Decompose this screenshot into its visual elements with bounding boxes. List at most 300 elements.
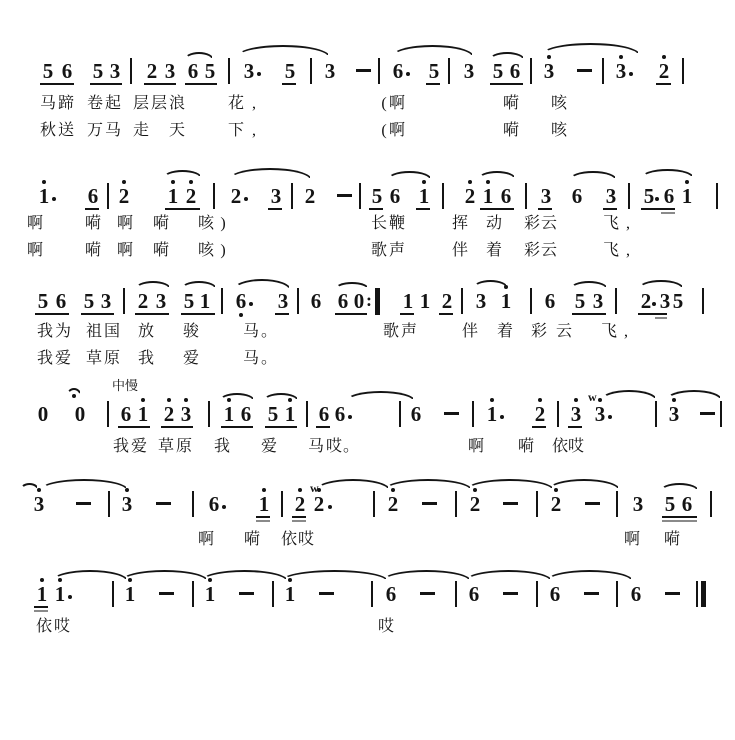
- bar-line: [461, 288, 463, 314]
- bar-line: [448, 58, 450, 84]
- lyric-char: 。: [260, 323, 277, 340]
- slur-tie-arc: [121, 570, 208, 581]
- dash-note: [700, 412, 715, 415]
- note-token: 6: [55, 289, 67, 313]
- note-token: 6: [187, 59, 199, 83]
- lyric-char: 蹄: [57, 95, 74, 112]
- slur-tie-arc: [201, 570, 288, 581]
- lyric-char: 着: [496, 323, 513, 340]
- lyric-char: 层: [150, 95, 167, 112]
- lyric-char: 放: [137, 323, 154, 340]
- dash-note: [665, 592, 680, 595]
- slur-tie-arc: [281, 570, 388, 581]
- slur-tie-arc: [346, 391, 415, 401]
- note-token: 3: [615, 59, 627, 83]
- slur-tie-arc: [382, 570, 471, 581]
- lyric-char: 飞: [600, 323, 617, 340]
- note-token: 0: [74, 402, 86, 426]
- note-token: 0: [353, 289, 365, 313]
- note-token: 2: [137, 289, 149, 313]
- lyric-char: 啊: [116, 215, 133, 232]
- note-token: 2: [464, 184, 476, 208]
- note-token: 6: [681, 492, 693, 516]
- bar-line: [371, 581, 373, 607]
- note-token: 2: [118, 184, 130, 208]
- bar-line: [306, 401, 308, 427]
- lyric-char: 嗬: [663, 531, 680, 548]
- note-token: 3: [243, 59, 255, 83]
- beam-underline: [34, 606, 48, 608]
- bar-line: [616, 581, 618, 607]
- note-token: 1: [36, 582, 48, 606]
- lyric-char: 马: [104, 122, 121, 139]
- beam-underline: [400, 313, 414, 315]
- note-token: 6: [334, 402, 346, 426]
- slur-tie-arc: [387, 171, 432, 180]
- lyric-char: 国: [103, 323, 120, 340]
- bar-line: [602, 58, 604, 84]
- note-token: 1: [199, 289, 211, 313]
- slur-tie-arc: [20, 483, 39, 490]
- lyric-char: 草: [157, 438, 174, 455]
- beam-underline: [532, 426, 546, 428]
- note-token: 2: [185, 184, 197, 208]
- bar-line: [530, 288, 532, 314]
- lyric-char: 花: [227, 95, 244, 112]
- high-octave-dot: [422, 180, 426, 184]
- lyric-char: 天: [168, 122, 185, 139]
- lyric-char: ): [220, 215, 226, 232]
- note-token: 5: [37, 289, 49, 313]
- high-octave-dot: [184, 398, 188, 402]
- lyric-char: ,: [626, 215, 630, 232]
- beam-underline: [90, 83, 122, 85]
- lyric-char: 下: [227, 122, 244, 139]
- note-token: 5: [371, 184, 383, 208]
- bar-line: [378, 58, 380, 84]
- mordent-icon: w: [588, 390, 597, 404]
- lyric-char: 着: [485, 242, 502, 259]
- augmentation-dot: [244, 197, 248, 201]
- bar-line: [108, 491, 110, 517]
- beam-underline: [181, 313, 215, 315]
- lyric-char: 啊: [26, 215, 43, 232]
- slur-tie-arc: [638, 280, 684, 289]
- note-token: 6: [468, 582, 480, 606]
- bar-line: [525, 183, 527, 209]
- lyric-char: 咳: [550, 95, 567, 112]
- lyric-char: 卷: [86, 95, 103, 112]
- lyric-char: 祖: [85, 323, 102, 340]
- lyric-char: 秋: [39, 122, 56, 139]
- note-token: 6: [500, 184, 512, 208]
- lyric-char: 送: [57, 122, 74, 139]
- note-token: 1: [167, 184, 179, 208]
- high-octave-dot: [189, 180, 193, 184]
- lyric-char: 哎: [567, 438, 584, 455]
- lyric-char: ,: [252, 95, 256, 112]
- dash-note: [503, 502, 518, 505]
- beam-underline-second: [256, 520, 270, 522]
- note-token: 1: [284, 582, 296, 606]
- note-token: 3: [155, 289, 167, 313]
- bar-line: [530, 58, 532, 84]
- slur-tie-arc: [40, 479, 128, 490]
- lyric-char: 伴: [451, 242, 468, 259]
- note-token: 6: [389, 184, 401, 208]
- bar-line: [228, 58, 230, 84]
- beam-underline-second: [655, 317, 667, 319]
- beam-underline: [81, 313, 114, 315]
- lyric-char: ,: [624, 323, 628, 340]
- beam-underline: [538, 208, 552, 210]
- augmentation-dot: [500, 415, 504, 419]
- note-token: 3: [180, 402, 192, 426]
- beam-underline: [144, 83, 176, 85]
- beam-underline-second: [662, 520, 697, 522]
- note-token: 6: [663, 184, 675, 208]
- slur-tie-arc: [219, 393, 255, 401]
- note-token: 5: [643, 184, 655, 208]
- bar-line: [107, 401, 109, 427]
- lyric-char: 万: [86, 122, 103, 139]
- slur-tie-arc: [236, 45, 330, 57]
- dash-note: [356, 69, 371, 72]
- note-token: :: [366, 290, 372, 310]
- note-token: 6: [310, 289, 322, 313]
- lyric-char: 啊: [26, 242, 43, 259]
- lyric-char: 云: [555, 323, 572, 340]
- dash-note: [319, 592, 334, 595]
- lyric-char: ): [220, 242, 226, 259]
- slur-tie-arc: [473, 280, 508, 288]
- bar-line: [130, 58, 132, 84]
- beam-underline: [439, 313, 453, 315]
- beam-underline: [656, 83, 671, 85]
- slur-tie-arc: [569, 171, 617, 180]
- bar-line: [702, 288, 704, 314]
- bar-line: [112, 581, 114, 607]
- slur-tie-arc: [465, 570, 552, 581]
- lyric-char: 走: [132, 122, 149, 139]
- lyric-char: 我: [36, 350, 53, 367]
- note-token: 6: [392, 59, 404, 83]
- augmentation-dot: [68, 595, 72, 599]
- note-token: 2: [441, 289, 453, 313]
- augmentation-dot: [406, 72, 410, 76]
- augmentation-dot: [257, 72, 261, 76]
- bar-line: [359, 183, 361, 209]
- augmentation-dot: [652, 302, 656, 306]
- note-token: 6: [385, 582, 397, 606]
- note-token: 3: [463, 59, 475, 83]
- slur-tie-arc: [263, 393, 299, 401]
- lyric-char: 飞: [602, 215, 619, 232]
- lyric-char: 彩: [530, 323, 547, 340]
- note-token: 2: [534, 402, 546, 426]
- lyric-char: 马: [242, 323, 259, 340]
- high-octave-dot: [490, 398, 494, 402]
- augmentation-dot: [222, 505, 226, 509]
- note-token: 3: [270, 184, 282, 208]
- bar-line: [399, 401, 401, 427]
- beam-underline: [35, 313, 69, 315]
- lyric-char: 爱: [130, 438, 147, 455]
- note-token: 1: [204, 582, 216, 606]
- note-token: 5: [284, 59, 296, 83]
- note-token: 3: [592, 289, 604, 313]
- augmentation-dot: [608, 415, 612, 419]
- note-token: 3: [121, 492, 133, 516]
- beam-underline: [655, 313, 667, 315]
- high-octave-dot: [538, 398, 542, 402]
- beam-underline: [603, 208, 617, 210]
- lyric-char: 嗬: [502, 95, 519, 112]
- high-octave-dot: [468, 180, 472, 184]
- note-token: 1: [482, 184, 494, 208]
- note-token: 3: [277, 289, 289, 313]
- lyric-char: 。: [260, 350, 277, 367]
- note-token: 2: [304, 184, 316, 208]
- note-token: 3: [543, 59, 555, 83]
- lyric-char: 啊: [623, 531, 640, 548]
- note-token: 2: [294, 492, 306, 516]
- note-token: 5: [574, 289, 586, 313]
- beam-underline: [161, 426, 193, 428]
- lyric-char: 为: [54, 323, 71, 340]
- lyric-char: 歌: [382, 323, 399, 340]
- lyric-char: 彩: [523, 242, 540, 259]
- fermata-icon: [72, 394, 76, 398]
- dash-note: [337, 194, 352, 197]
- beam-underline: [165, 208, 200, 210]
- bar-line: [455, 581, 457, 607]
- note-token: 1: [124, 582, 136, 606]
- lyric-char: 我: [137, 350, 154, 367]
- beam-underline: [221, 426, 253, 428]
- note-token: 3: [33, 492, 45, 516]
- beam-underline: [292, 516, 306, 518]
- note-token: 0: [37, 402, 49, 426]
- high-octave-dot: [171, 180, 175, 184]
- bar-line: [281, 491, 283, 517]
- slur-tie-arc: [391, 45, 474, 57]
- note-token: 5: [428, 59, 440, 83]
- bar-line: [710, 491, 712, 517]
- note-token: 5: [672, 289, 684, 313]
- slur-tie-arc: [641, 169, 694, 178]
- final-bar-line: [696, 581, 698, 607]
- note-token: 3: [605, 184, 617, 208]
- bar-line: [213, 183, 215, 209]
- note-token: 6: [240, 402, 252, 426]
- lyric-char: 哎: [325, 438, 342, 455]
- bar-line: [272, 581, 274, 607]
- high-octave-dot: [141, 398, 145, 402]
- note-token: 3: [594, 402, 606, 426]
- high-octave-dot: [122, 180, 126, 184]
- lyric-char: 嗬: [243, 531, 260, 548]
- dash-note: [156, 502, 171, 505]
- note-token: 5: [83, 289, 95, 313]
- slur-tie-arc: [666, 390, 722, 400]
- high-octave-dot: [662, 55, 666, 59]
- lyric-char: 马: [242, 350, 259, 367]
- slur-tie-arc: [316, 479, 390, 490]
- beam-underline: [662, 516, 697, 518]
- final-bar-line: [701, 581, 706, 607]
- lyric-char: 原: [175, 438, 192, 455]
- lyric-char: 啊: [388, 95, 405, 112]
- mordent-icon: w: [310, 481, 319, 495]
- bar-line: [291, 183, 293, 209]
- note-token: 6: [87, 184, 99, 208]
- tempo-label: 中慢: [112, 378, 139, 393]
- lyric-char: 嗬: [152, 215, 169, 232]
- bar-line: [615, 288, 617, 314]
- augmentation-dot: [52, 197, 56, 201]
- bar-line: [373, 491, 375, 517]
- lyric-char: 马: [39, 95, 56, 112]
- slur-tie-arc: [335, 282, 369, 289]
- slur-tie-arc: [478, 171, 516, 179]
- note-token: 2: [146, 59, 158, 83]
- beam-underline: [256, 516, 270, 518]
- lyric-char: 云: [540, 242, 557, 259]
- beam-underline: [265, 426, 297, 428]
- dash-note: [585, 502, 600, 505]
- note-token: 1: [54, 582, 66, 606]
- lyric-char: 挥: [451, 215, 468, 232]
- note-token: 3: [164, 59, 176, 83]
- note-token: 6: [120, 402, 132, 426]
- slur-tie-arc: [548, 479, 620, 490]
- augmentation-dot: [629, 72, 633, 76]
- note-token: 1: [284, 402, 296, 426]
- dash-note: [239, 592, 254, 595]
- high-octave-dot: [262, 488, 266, 492]
- augmentation-dot: [249, 302, 253, 306]
- slur-tie-arc: [181, 281, 217, 289]
- lyric-char: 爱: [260, 438, 277, 455]
- note-token: 2: [658, 59, 670, 83]
- lyric-char: 动: [485, 215, 502, 232]
- high-octave-dot: [42, 180, 46, 184]
- note-token: 2: [313, 492, 325, 516]
- note-token: 6: [208, 492, 220, 516]
- note-token: 6: [630, 582, 642, 606]
- note-token: 2: [469, 492, 481, 516]
- beam-underline: [480, 208, 514, 210]
- note-token: 6: [337, 289, 349, 313]
- bar-line: [297, 288, 299, 314]
- lyric-char: 起: [104, 95, 121, 112]
- note-token: 5: [204, 59, 216, 83]
- note-token: 5: [92, 59, 104, 83]
- lyric-char: 马: [307, 438, 324, 455]
- augmentation-dot: [328, 505, 332, 509]
- beam-underline: [135, 313, 169, 315]
- dash-note: [584, 592, 599, 595]
- note-token: 6: [61, 59, 73, 83]
- note-token: 5: [492, 59, 504, 83]
- beam-underline: [85, 208, 99, 210]
- high-octave-dot: [40, 578, 44, 582]
- lyric-char: 我: [213, 438, 230, 455]
- note-token: 1: [681, 184, 693, 208]
- slur-tie-arc: [660, 483, 699, 491]
- lyric-char: 嗬: [84, 215, 101, 232]
- high-octave-dot: [685, 180, 689, 184]
- bar-line: [221, 288, 223, 314]
- beam-underline: [426, 83, 440, 85]
- dash-note: [444, 412, 459, 415]
- lyric-char: 我: [36, 323, 53, 340]
- lyric-char: 啊: [388, 122, 405, 139]
- lyric-char: 鞭: [388, 215, 405, 232]
- note-token: 2: [550, 492, 562, 516]
- note-token: 1: [258, 492, 270, 516]
- beam-underline: [268, 208, 282, 210]
- bar-line: [716, 183, 718, 209]
- lyric-char: 爱: [54, 350, 71, 367]
- dash-note: [422, 502, 437, 505]
- lyric-char: 哎: [377, 618, 394, 635]
- dash-note: [420, 592, 435, 595]
- beam-underline: [118, 426, 150, 428]
- bar-line: [192, 491, 194, 517]
- dash-note: [76, 502, 91, 505]
- lyric-char: 依: [280, 531, 297, 548]
- bar-line: [628, 183, 630, 209]
- lyric-char: 啊: [116, 242, 133, 259]
- slur-tie-arc: [135, 281, 171, 289]
- lyric-char: 嗬: [502, 122, 519, 139]
- slur-tie-arc: [184, 52, 214, 60]
- lyric-char: 哎: [53, 618, 70, 635]
- note-token: 6: [235, 289, 247, 313]
- beam-underline: [661, 208, 675, 210]
- bar-line: [557, 401, 559, 427]
- lyric-char: 依: [551, 438, 568, 455]
- beam-underline: [572, 313, 606, 315]
- lyric-char: 歌: [370, 242, 387, 259]
- bar-line: [455, 491, 457, 517]
- bar-line: [310, 58, 312, 84]
- lyric-char: 声: [388, 242, 405, 259]
- lyric-char: ,: [252, 122, 256, 139]
- high-octave-dot: [574, 398, 578, 402]
- note-token: 6: [571, 184, 583, 208]
- slur-tie-arc: [541, 43, 640, 55]
- note-token: 1: [418, 184, 430, 208]
- lyric-char: 。: [342, 438, 359, 455]
- lyric-char: 嗬: [84, 242, 101, 259]
- note-token: 3: [659, 289, 671, 313]
- note-token: 1: [137, 402, 149, 426]
- slur-tie-arc: [233, 279, 291, 290]
- note-token: 1: [402, 289, 414, 313]
- note-token: 1: [419, 289, 431, 313]
- beam-underline: [335, 313, 367, 315]
- beam-underline: [369, 208, 383, 210]
- lyric-char: ,: [626, 242, 630, 259]
- slur-tie-arc: [163, 170, 202, 178]
- slur-tie-arc: [601, 390, 657, 400]
- slur-tie-arc: [546, 570, 633, 581]
- bar-line: [208, 401, 210, 427]
- slur-tie-arc: [52, 570, 128, 581]
